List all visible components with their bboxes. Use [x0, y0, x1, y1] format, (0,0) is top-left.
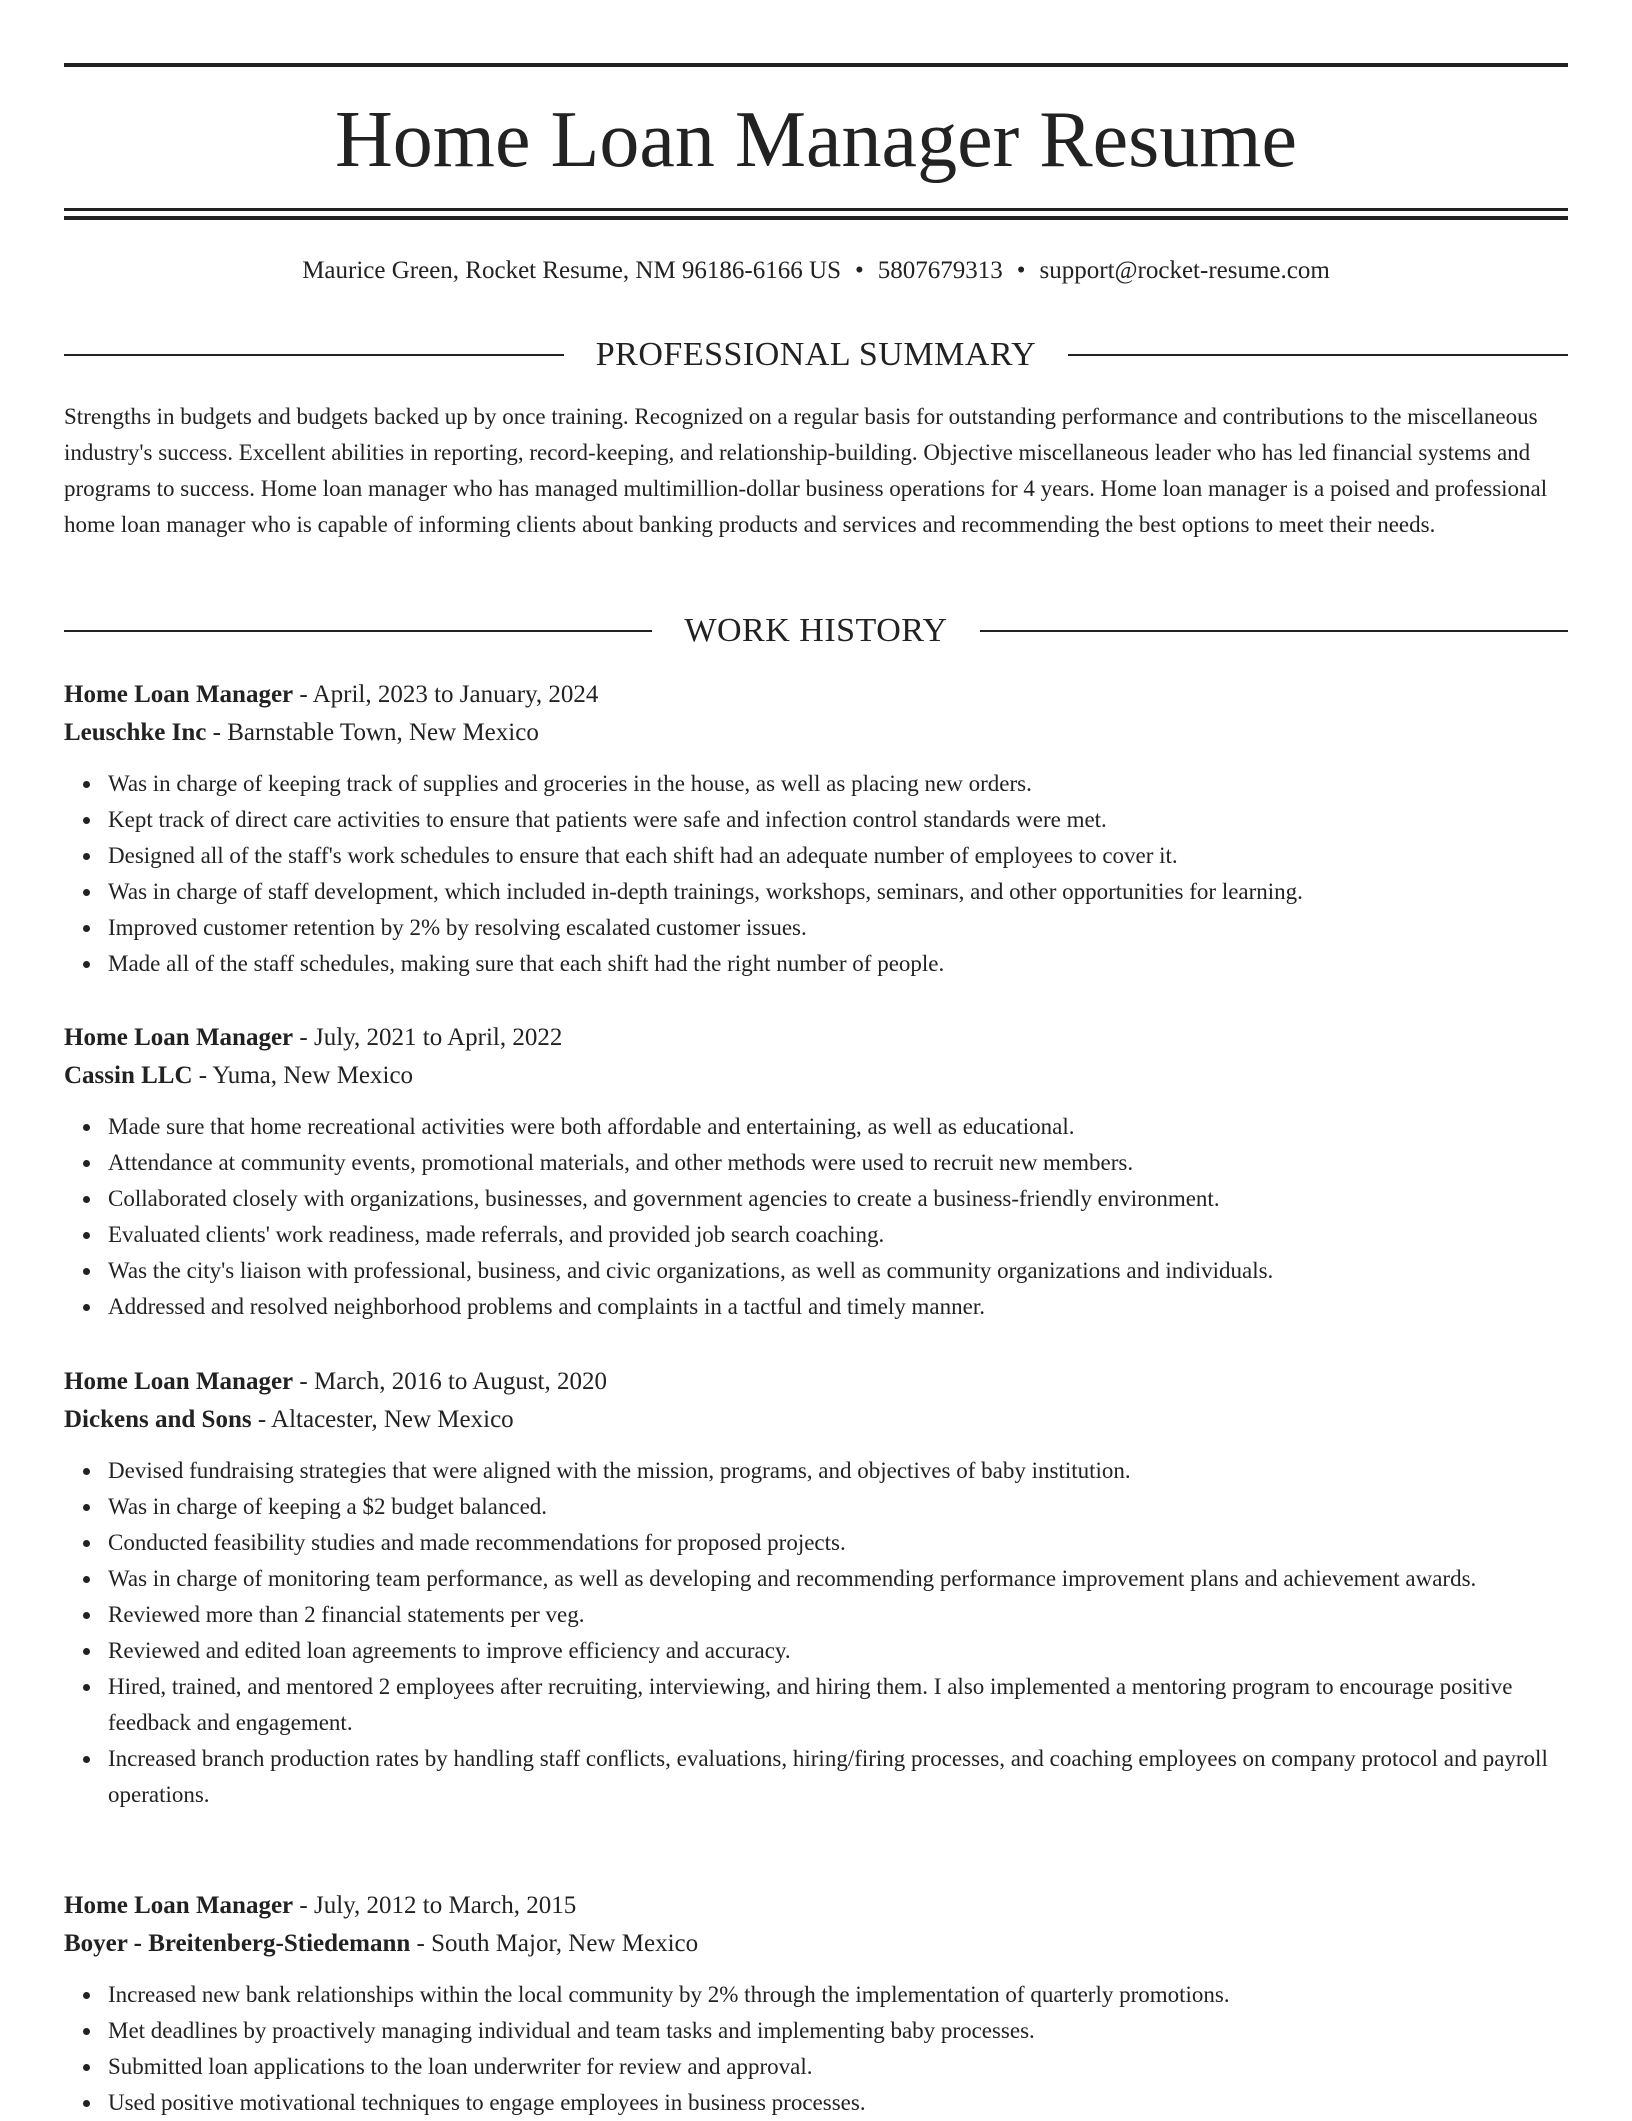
job-dates: - July, 2021 to April, 2022 [293, 1024, 563, 1051]
job-bullet: Designed all of the staff's work schedules to ensure that each shift had an adequate number of employees to cover it. [64, 838, 1568, 874]
job-entry [64, 676, 1568, 982]
job-company: Cassin LLC [64, 1062, 193, 1089]
job-location: - Yuma, New Mexico [192, 1062, 414, 1089]
job-title-line [64, 676, 1568, 714]
job-bullet: Collaborated closely with organizations, businesses, and government agencies to create a business-friendly environment. [64, 1181, 1568, 1217]
job-company-line [64, 1057, 1568, 1095]
job-company: Boyer - Breitenberg-Stiedemann [64, 1930, 411, 1957]
job-company: Dickens and Sons [64, 1406, 252, 1433]
contact-separator: • [1016, 257, 1026, 284]
job-bullet: Evaluated clients' work readiness, made referrals, and provided job search coaching. [64, 1217, 1568, 1253]
summary-section-heading [64, 333, 1568, 377]
job-bullet: Made sure that home recreational activities were both affordable and entertaining, as well as educational. [64, 1109, 1568, 1145]
job-bullet: Was in charge of keeping a $2 budget balanced. [64, 1489, 1568, 1525]
job-entry [64, 1363, 1568, 1813]
job-entry [64, 1019, 1568, 1325]
title-divider-lower [64, 216, 1568, 220]
top-divider [64, 63, 1568, 67]
job-bullet: Reviewed more than 2 financial statements per veg. [64, 1597, 1568, 1633]
job-location: - Barnstable Town, New Mexico [206, 719, 539, 746]
job-role: Home Loan Manager [64, 1024, 294, 1051]
job-company-line [64, 714, 1568, 752]
heading-rule-left [64, 354, 564, 356]
job-bullet: Increased new bank relationships within the local community by 2% through the implementation of quarterly promotions. [64, 1977, 1568, 2013]
title-divider-upper [64, 208, 1568, 211]
job-bullet: Submitted loan applications to the loan underwriter for review and approval. [64, 2049, 1568, 2085]
job-bullet: Was in charge of keeping track of supplies and groceries in the house, as well as placing new orders. [64, 766, 1568, 802]
job-entry [64, 1887, 1568, 2121]
job-dates: - July, 2012 to March, 2015 [293, 1892, 577, 1919]
job-bullet: Was in charge of staff development, which included in-depth trainings, workshops, seminars, and other opportunities for learning. [64, 874, 1568, 910]
job-bullet: Improved customer retention by 2% by resolving escalated customer issues. [64, 910, 1568, 946]
summary-heading-label: PROFESSIONAL SUMMARY [595, 336, 1037, 373]
job-bullet-list [64, 1453, 1568, 1813]
contact-phone: 5807679313 [877, 257, 1003, 284]
job-bullet: Was the city's liaison with professional, business, and civic organizations, as well as community organizations and individuals. [64, 1253, 1568, 1289]
job-company-line [64, 1925, 1568, 1963]
job-bullet: Devised fundraising strategies that were aligned with the mission, programs, and objectives of baby institution. [64, 1453, 1568, 1489]
job-title-line [64, 1019, 1568, 1057]
job-company: Leuschke Inc [64, 719, 207, 746]
professional-summary-text: Strengths in budgets and budgets backed up by once training. Recognized on a regular basis for outstanding performance and contributions to the miscellaneous industry's success. Excellent abilities in reporting, record-keeping, and relationship-building. Objective miscellaneous leader who has led financial systems and programs to success. Home loan manager who has managed multimillion-dollar business operations for 4 years. Home loan manager is a poised and professional home loan manager who is capable of informing clients about banking products and services and recommending the best options to meet their needs. [64, 404, 1548, 537]
contact-address: Maurice Green, Rocket Resume, NM 96186-6166 US [302, 257, 841, 284]
job-role: Home Loan Manager [64, 681, 294, 708]
job-company-line [64, 1401, 1568, 1439]
job-bullet: Kept track of direct care activities to ensure that patients were safe and infection control standards were met. [64, 802, 1568, 838]
job-bullet-list [64, 766, 1568, 982]
job-bullet-list [64, 1977, 1568, 2121]
job-bullet-list [64, 1109, 1568, 1325]
contact-separator: • [854, 257, 864, 284]
job-bullet: Used positive motivational techniques to engage employees in business processes. [64, 2085, 1568, 2121]
work-history-heading-label: WORK HISTORY [684, 612, 948, 649]
heading-rule-right [1068, 354, 1568, 356]
job-bullet: Reviewed and edited loan agreements to improve efficiency and accuracy. [64, 1633, 1568, 1669]
heading-rule-right [980, 630, 1568, 632]
work-history-section-heading [64, 609, 1568, 653]
job-dates: - March, 2016 to August, 2020 [293, 1368, 608, 1395]
job-bullet: Attendance at community events, promotional materials, and other methods were used to recruit new members. [64, 1145, 1568, 1181]
job-location: - South Major, New Mexico [410, 1930, 699, 1957]
job-bullet: Conducted feasibility studies and made recommendations for proposed projects. [64, 1525, 1568, 1561]
job-location: - Altacester, New Mexico [251, 1406, 514, 1433]
job-role: Home Loan Manager [64, 1368, 294, 1395]
contact-line [64, 254, 1568, 288]
job-dates: - April, 2023 to January, 2024 [293, 681, 599, 708]
job-bullet: Addressed and resolved neighborhood problems and complaints in a tactful and timely manner. [64, 1289, 1568, 1325]
job-bullet: Met deadlines by proactively managing individual and team tasks and implementing baby processes. [64, 2013, 1568, 2049]
job-title-line [64, 1363, 1568, 1401]
contact-email: support@rocket-resume.com [1039, 257, 1330, 284]
job-bullet: Made all of the staff schedules, making sure that each shift had the right number of people. [64, 946, 1568, 982]
job-bullet: Was in charge of monitoring team performance, as well as developing and recommending performance improvement plans and achievement awards. [64, 1561, 1568, 1597]
heading-rule-left [64, 630, 652, 632]
job-title-line [64, 1887, 1568, 1925]
job-bullet: Hired, trained, and mentored 2 employees after recruiting, interviewing, and hiring them. I also implemented a mentoring program to encourage positive feedback and engagement. [64, 1669, 1568, 1741]
job-bullet: Increased branch production rates by handling staff conflicts, evaluations, hiring/firing processes, and coaching employees on company protocol and payroll operations. [64, 1741, 1568, 1813]
resume-title: Home Loan Manager Resume [335, 96, 1297, 184]
job-role: Home Loan Manager [64, 1892, 294, 1919]
